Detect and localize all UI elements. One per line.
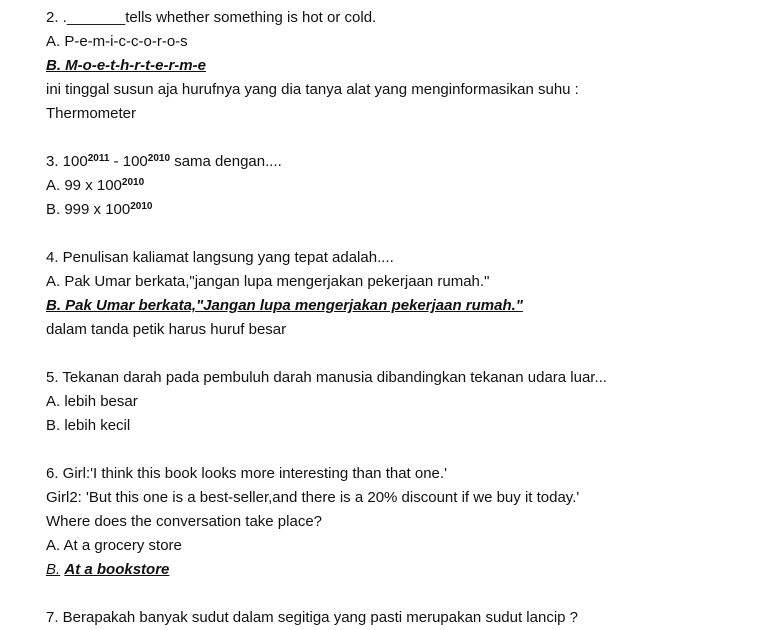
q2-option-a: A. P-e-m-i-c-c-o-r-o-s xyxy=(46,33,188,50)
q5-option-b: B. lebih kecil xyxy=(46,417,131,434)
spacer xyxy=(46,342,760,366)
q5-question: 5. Tekanan darah pada pembuluh darah manusia dibandingkan tekanan udara luar... xyxy=(46,369,607,386)
q3-prefix: 3. 100 xyxy=(46,153,88,170)
q3-middle: - 100 xyxy=(109,153,148,170)
q3-exponent-1: 2011 xyxy=(87,153,110,164)
q3-option-a-base: A. 99 x 100 xyxy=(46,177,122,194)
document-page xyxy=(46,6,760,630)
q3-option-b xyxy=(46,198,760,222)
q4-option-a: A. Pak Umar berkata,"jangan lupa mengerjakan pekerjaan rumah." xyxy=(46,273,490,290)
q3-option-b-exponent: 2010 xyxy=(130,201,153,212)
spacer xyxy=(46,582,760,606)
q4-question: 4. Penulisan kaliamat langsung yang tepat adalah.... xyxy=(46,249,394,266)
spacer xyxy=(46,126,760,150)
q7-question: 7. Berapakah banyak sudut dalam segitiga yang pasti merupakan sudut lancip ? xyxy=(46,609,579,626)
q6-option-b-label: B. xyxy=(46,561,61,578)
spacer xyxy=(46,222,760,246)
q4-explanation: dalam tanda petik harus huruf besar xyxy=(46,321,287,338)
q3-option-a-exponent: 2010 xyxy=(121,177,145,188)
q4-option-b-answer: B. Pak Umar berkata,"Jangan lupa mengerjakan pekerjaan rumah." xyxy=(46,297,523,314)
q3-exponent-2: 2010 xyxy=(147,153,171,164)
q2-question: 2. ._______tells whether something is hot or cold. xyxy=(46,9,377,26)
q3-question xyxy=(46,150,760,174)
q6-option-b xyxy=(46,558,760,582)
q6-dialogue-1: 6. Girl:'I think this book looks more interesting than that one.' xyxy=(46,465,447,482)
q5-option-a: A. lebih besar xyxy=(46,393,138,410)
q2-option-b-answer: B. M-o-e-t-h-r-t-e-r-m-e xyxy=(46,57,206,74)
q6-dialogue-2: Girl2: 'But this one is a best-seller,and there is a 20% discount if we buy it today.' xyxy=(46,489,580,506)
q3-suffix: sama dengan.... xyxy=(170,153,282,170)
q6-question: Where does the conversation take place? xyxy=(46,513,322,530)
spacer xyxy=(46,438,760,462)
q3-option-a xyxy=(46,174,760,198)
q2-explanation-answer: Thermometer xyxy=(46,105,137,122)
q3-option-b-base: B. 999 x 100 xyxy=(46,201,131,218)
q6-option-b-answer: At a bookstore xyxy=(64,561,170,578)
q2-explanation: ini tinggal susun aja hurufnya yang dia tanya alat yang menginformasikan suhu : xyxy=(46,81,579,98)
q6-option-a: A. At a grocery store xyxy=(46,537,182,554)
